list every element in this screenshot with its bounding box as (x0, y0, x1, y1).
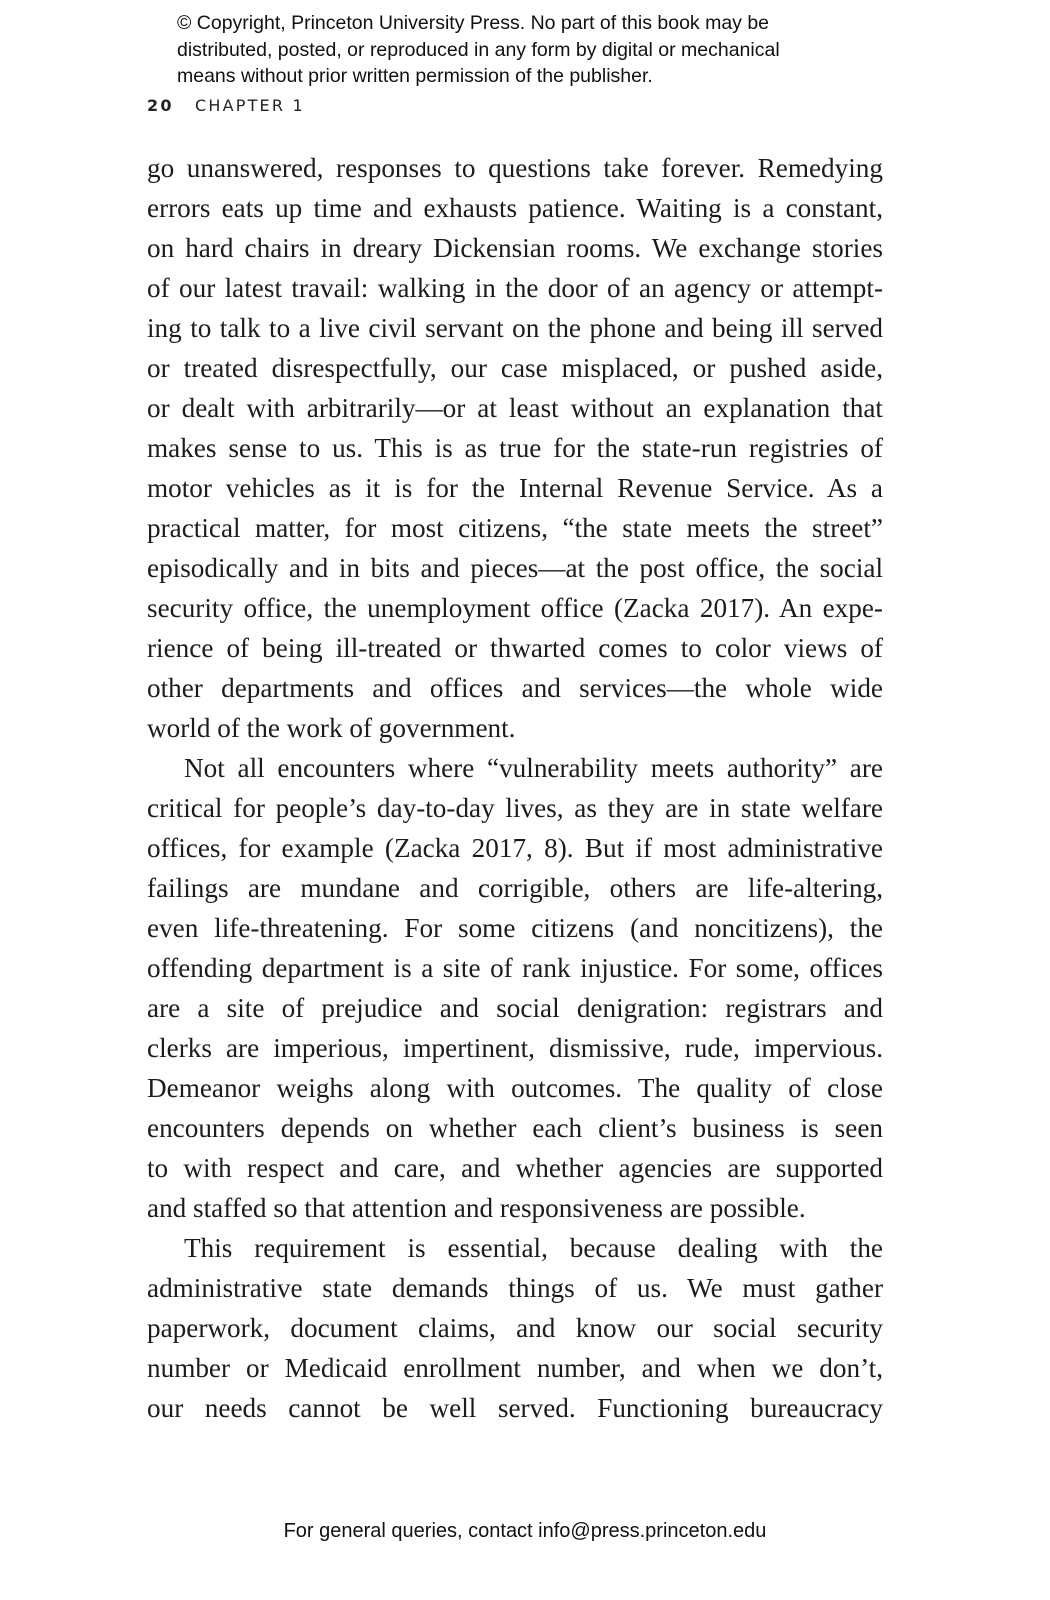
body-text (147, 148, 883, 1428)
text-line: go unanswered, responses to questions take forever. Remedying (147, 153, 883, 183)
text-line: practical matter, for most citizens, “the state meets the street” (147, 513, 883, 543)
copyright-notice (177, 10, 897, 90)
text-line: even life-threatening. For some citizens (and noncitizens), the (147, 913, 883, 943)
text-line: episodically and in bits and pieces—at the post office, the social (147, 553, 883, 583)
text-line: or dealt with arbitrarily—or at least without an explanation that (147, 393, 883, 423)
text-line: failings are mundane and corrigible, others are life-altering, (147, 873, 883, 903)
text-line: makes sense to us. This is as true for the state-run registries of (147, 433, 883, 463)
text-line: our needs cannot be well served. Functioning bureaucracy (147, 1393, 883, 1423)
text-line: Demeanor weighs along with outcomes. The quality of close (147, 1073, 883, 1103)
running-head (147, 96, 305, 115)
text-line: administrative state demands things of us. We must gather (147, 1273, 883, 1303)
copyright-line: means without prior written permission of the publisher. (177, 65, 653, 87)
text-line: offending department is a site of rank injustice. For some, offices (147, 953, 883, 983)
text-line: motor vehicles as it is for the Internal Revenue Service. As a (147, 473, 883, 503)
text-line: This requirement is essential, because dealing with the (184, 1233, 883, 1263)
text-line: security office, the unemployment office (Zacka 2017). An expe- (147, 593, 883, 623)
copyright-line: © Copyright, Princeton University Press. No part of this book may be (177, 12, 770, 34)
text-line: other departments and offices and services—the whole wide (147, 673, 883, 703)
text-line: critical for people’s day-to-day lives, as they are in state welfare (147, 793, 883, 823)
text-line: errors eats up time and exhausts patience. Waiting is a constant, (147, 193, 883, 223)
text-line: of our latest travail: walking in the door of an agency or attempt- (147, 273, 883, 303)
text-line: encounters depends on whether each client’s business is seen (147, 1113, 883, 1143)
text-line: to with respect and care, and whether agencies are supported (147, 1153, 883, 1183)
text-line: and staffed so that attention and responsiveness are possible. (147, 1193, 806, 1223)
text-line: on hard chairs in dreary Dickensian rooms. We exchange stories (147, 233, 883, 263)
text-line: paperwork, document claims, and know our social security (147, 1313, 883, 1343)
text-line: are a site of prejudice and social denigration: registrars and (147, 993, 883, 1023)
chapter-label: CHAPTER 1 (194, 96, 305, 115)
text-line: clerks are imperious, impertinent, dismissive, rude, impervious. (147, 1033, 883, 1063)
page-number: 20 (147, 96, 174, 115)
text-line: ing to talk to a live civil servant on the phone and being ill served (147, 313, 883, 343)
text-line: offices, for example (Zacka 2017, 8). But if most administrative (147, 833, 883, 863)
text-line: world of the work of government. (147, 713, 516, 743)
footer-contact: For general queries, contact info@press.princeton.edu (283, 1520, 767, 1542)
text-line: rience of being ill-treated or thwarted comes to color views of (147, 633, 883, 663)
text-line: or treated disrespectfully, our case misplaced, or pushed aside, (147, 353, 883, 383)
copyright-line: distributed, posted, or reproduced in any form by digital or mechanical (177, 38, 780, 61)
text-line: number or Medicaid enrollment number, and when we don’t, (147, 1353, 883, 1383)
text-line: Not all encounters where “vulnerability meets authority” are (184, 753, 883, 783)
